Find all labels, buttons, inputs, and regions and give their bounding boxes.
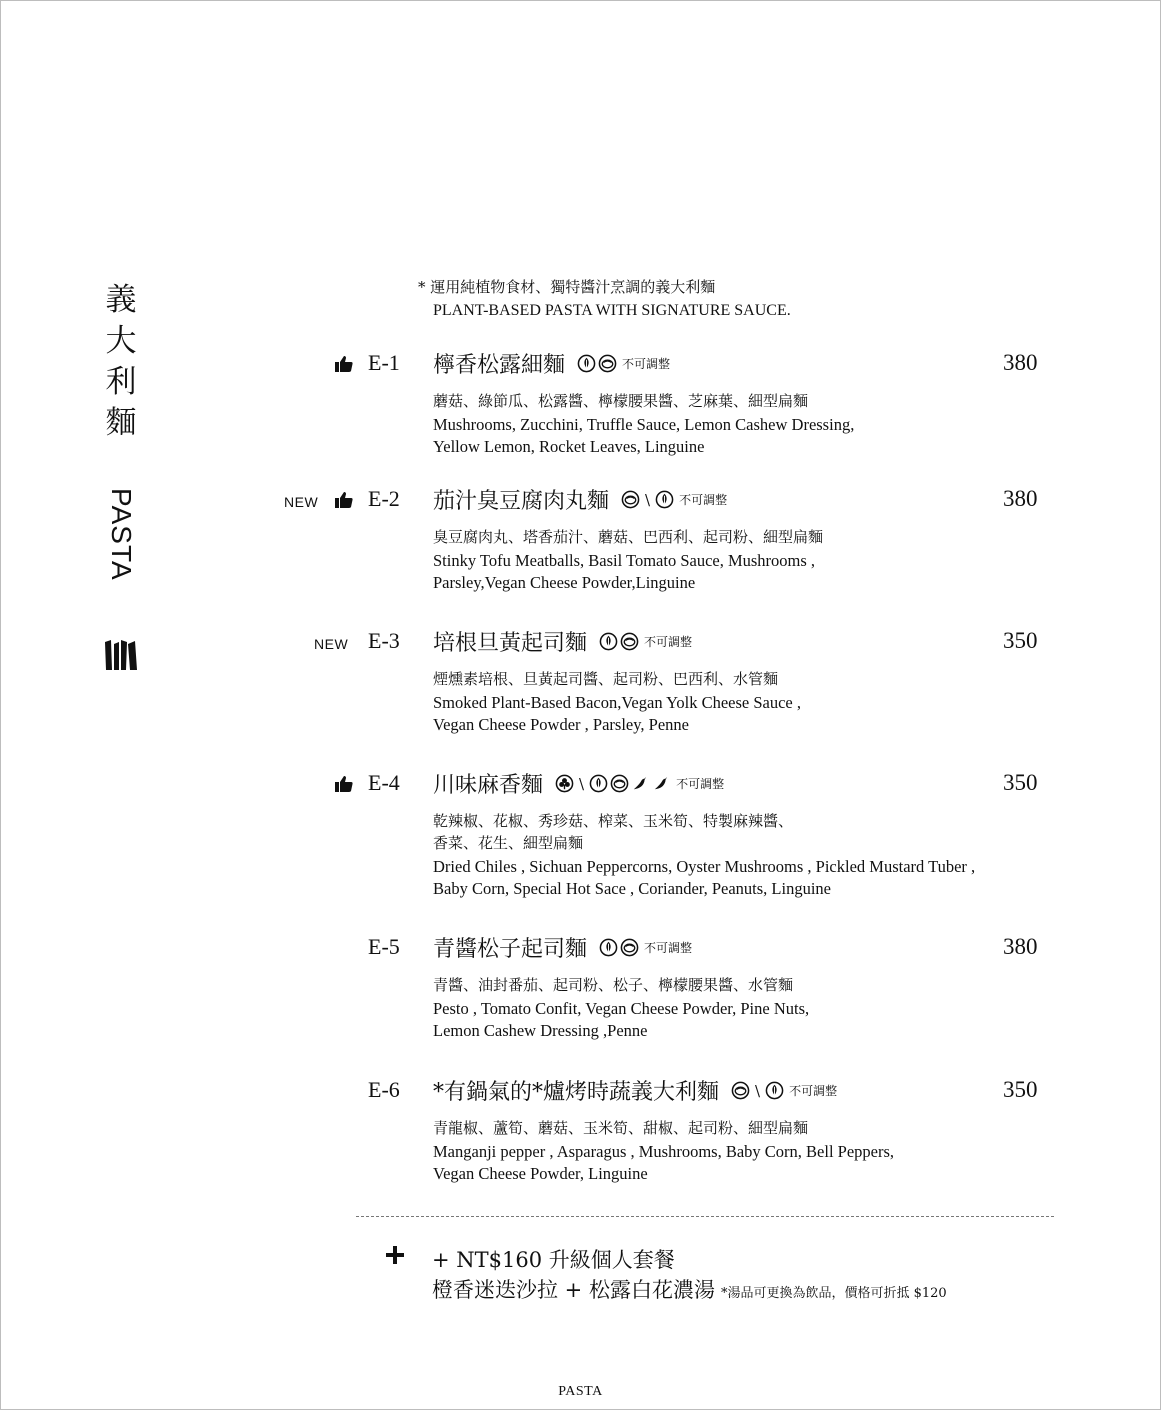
item-price: 380 (1003, 350, 1038, 375)
item-name-text: 青醬松子起司麵 (433, 937, 588, 962)
menu-item (0, 1075, 1161, 1184)
ingredients-zh (433, 974, 1161, 996)
no-adjust-note: 不可調整 (644, 635, 693, 649)
item-price: 350 (1003, 770, 1038, 795)
plus-icon (386, 1246, 404, 1264)
no-adjust-note: 不可調整 (679, 493, 728, 507)
item-name (433, 348, 670, 379)
section-title-en: PASTA (106, 488, 137, 581)
ingredients-zh-line: 蘑菇、綠節瓜、松露醬、檸檬腰果醬、芝麻葉、細型扁麵 (433, 392, 809, 410)
menu-item-header (0, 1075, 1161, 1111)
item-name (433, 932, 692, 963)
dietary-icons (621, 490, 727, 509)
ingredients-zh (433, 810, 1161, 854)
new-badge: NEW (314, 636, 349, 652)
title-char: 利 (105, 364, 137, 400)
ingredients-zh-line: 煙燻素培根、旦黃起司醬、起司粉、巴西利、水管麵 (433, 670, 779, 688)
ingredients-en (433, 856, 1161, 899)
dietary-icons (599, 938, 692, 957)
nut-icon (610, 774, 629, 793)
item-price: 350 (1003, 628, 1038, 653)
icon-separator: \ (579, 774, 585, 793)
thumbs-up-icon (334, 490, 354, 510)
menu-item-header (0, 932, 1161, 968)
ingredients-zh (433, 390, 1161, 412)
menu-item-header (0, 626, 1161, 662)
herb-icon (555, 774, 574, 793)
ingredients-en (433, 692, 1161, 735)
dashed-divider (356, 1216, 1054, 1217)
item-code: E-5 (368, 934, 400, 959)
title-char: 大 (105, 323, 137, 359)
item-price: 380 (1003, 934, 1038, 959)
menu-item (0, 932, 1161, 1041)
ingredients-en (433, 414, 1161, 457)
nut-icon (598, 354, 617, 373)
ingredients-en-line: Vegan Cheese Powder, Linguine (433, 1163, 648, 1183)
ingredients-zh-line: 青醬、油封番茄、起司粉、松子、檸檬腰果醬、水管麵 (433, 976, 794, 994)
chili-icon (631, 774, 650, 793)
ingredients-en (433, 1141, 1161, 1184)
vegan-icon (577, 354, 596, 373)
item-name (433, 484, 727, 515)
ingredients-en-line: Lemon Cashew Dressing ,Penne (433, 1020, 648, 1040)
dietary-icons (555, 774, 724, 793)
item-price: 380 (1003, 486, 1038, 511)
item-name-text: 檸香松露細麵 (433, 353, 566, 378)
menu-item-header (0, 768, 1161, 804)
no-adjust-note: 不可調整 (789, 1084, 838, 1098)
menu-item-header (0, 348, 1161, 384)
dietary-icons (577, 354, 670, 373)
ingredients-en-line: Parsley,Vegan Cheese Powder,Linguine (433, 572, 696, 592)
thumbs-up-icon (334, 354, 354, 374)
ingredients-en-line: Yellow Lemon, Rocket Leaves, Linguine (433, 436, 705, 456)
intro-zh: * 運用純植物食材、獨特醬汁烹調的義大利麵 (418, 278, 716, 296)
nut-icon (621, 490, 640, 509)
ingredients-zh-line: 青龍椒、蘆筍、蘑菇、玉米筍、甜椒、起司粉、細型扁麵 (433, 1119, 809, 1137)
vegan-icon (765, 1081, 784, 1100)
upgrade-contents: 橙香迷迭沙拉 + 松露白花濃湯 (432, 1278, 715, 1302)
item-name-text: 培根旦黃起司麵 (433, 631, 588, 656)
item-name-text: 川味麻香麵 (433, 773, 544, 798)
item-code: E-3 (368, 628, 400, 653)
ingredients-en-line: Stinky Tofu Meatballs, Basil Tomato Sauce, Mushrooms , (433, 551, 816, 570)
menu-item (0, 626, 1161, 735)
ingredients-en-line: Mushrooms, Zucchini, Truffle Sauce, Lemon Cashew Dressing, (433, 415, 855, 434)
no-adjust-note: 不可調整 (644, 941, 693, 955)
nut-icon (731, 1081, 750, 1100)
nut-icon (620, 632, 639, 651)
menu-item-header (0, 484, 1161, 520)
ingredients-zh-line: 乾辣椒、花椒、秀珍菇、榨菜、玉米筍、特製麻辣醬、 (433, 812, 794, 830)
dietary-icons (599, 632, 692, 651)
vegan-icon (655, 490, 674, 509)
item-name (433, 626, 692, 657)
icon-separator: \ (645, 490, 651, 509)
ingredients-zh-line: 香菜、花生、細型扁麵 (433, 834, 584, 852)
ingredients-zh (433, 526, 1161, 548)
ingredients-en (433, 998, 1161, 1041)
vegan-icon (589, 774, 608, 793)
no-adjust-note: 不可調整 (676, 777, 725, 791)
nut-icon (620, 938, 639, 957)
item-name (433, 1075, 837, 1106)
dietary-icons (731, 1081, 837, 1100)
title-char: 麵 (105, 405, 137, 441)
ingredients-en-line: Smoked Plant-Based Bacon,Vegan Yolk Cheese Sauce , (433, 693, 801, 712)
ingredients-zh (433, 1117, 1161, 1139)
ingredients-zh-line: 臭豆腐肉丸、塔香茄汁、蘑菇、巴西利、起司粉、細型扁麵 (433, 528, 824, 546)
menu-item (0, 484, 1161, 593)
item-code: E-2 (368, 486, 400, 511)
ingredients-en-line: Dried Chiles , Sichuan Peppercorns, Oyster Mushrooms , Pickled Mustard Tuber , (433, 857, 976, 876)
item-code: E-4 (368, 770, 400, 795)
title-char: 義 (105, 282, 137, 318)
upgrade-note: *湯品可更換為飲品，價格可折抵 $120 (720, 1286, 947, 1301)
ingredients-zh (433, 668, 1161, 690)
item-name-text: 茄汁臭豆腐肉丸麵 (433, 489, 610, 514)
ingredients-en (433, 550, 1161, 593)
ingredients-en-line: Baby Corn, Special Hot Sace , Coriander, Peanuts, Linguine (433, 878, 832, 898)
intro-text (418, 276, 791, 322)
menu-item (0, 768, 1161, 899)
upgrade-contents-line (432, 1274, 947, 1304)
upgrade-price-line: + NT$160 升級個人套餐 (432, 1248, 675, 1272)
vegan-icon (599, 938, 618, 957)
icon-separator: \ (755, 1081, 761, 1100)
item-price: 350 (1003, 1077, 1038, 1102)
chili-icon (652, 774, 671, 793)
item-code: E-1 (368, 350, 400, 375)
page-footer: PASTA (558, 1384, 603, 1399)
ingredients-en-line: Vegan Cheese Powder , Parsley, Penne (433, 714, 689, 734)
item-name-text: *有鍋氣的*爐烤時蔬義大利麵 (433, 1080, 720, 1105)
ingredients-en-line: Pesto , Tomato Confit, Vegan Cheese Powder, Pine Nuts, (433, 999, 810, 1018)
intro-en: PLANT-BASED PASTA WITH SIGNATURE SAUCE. (433, 302, 791, 319)
item-code: E-6 (368, 1077, 400, 1102)
no-adjust-note: 不可調整 (622, 357, 671, 371)
menu-item (0, 348, 1161, 457)
thumbs-up-icon (334, 774, 354, 794)
new-badge: NEW (284, 494, 319, 510)
item-name (433, 768, 724, 799)
vegan-icon (599, 632, 618, 651)
ingredients-en-line: Manganji pepper , Asparagus , Mushrooms, Baby Corn, Bell Peppers, (433, 1142, 895, 1161)
